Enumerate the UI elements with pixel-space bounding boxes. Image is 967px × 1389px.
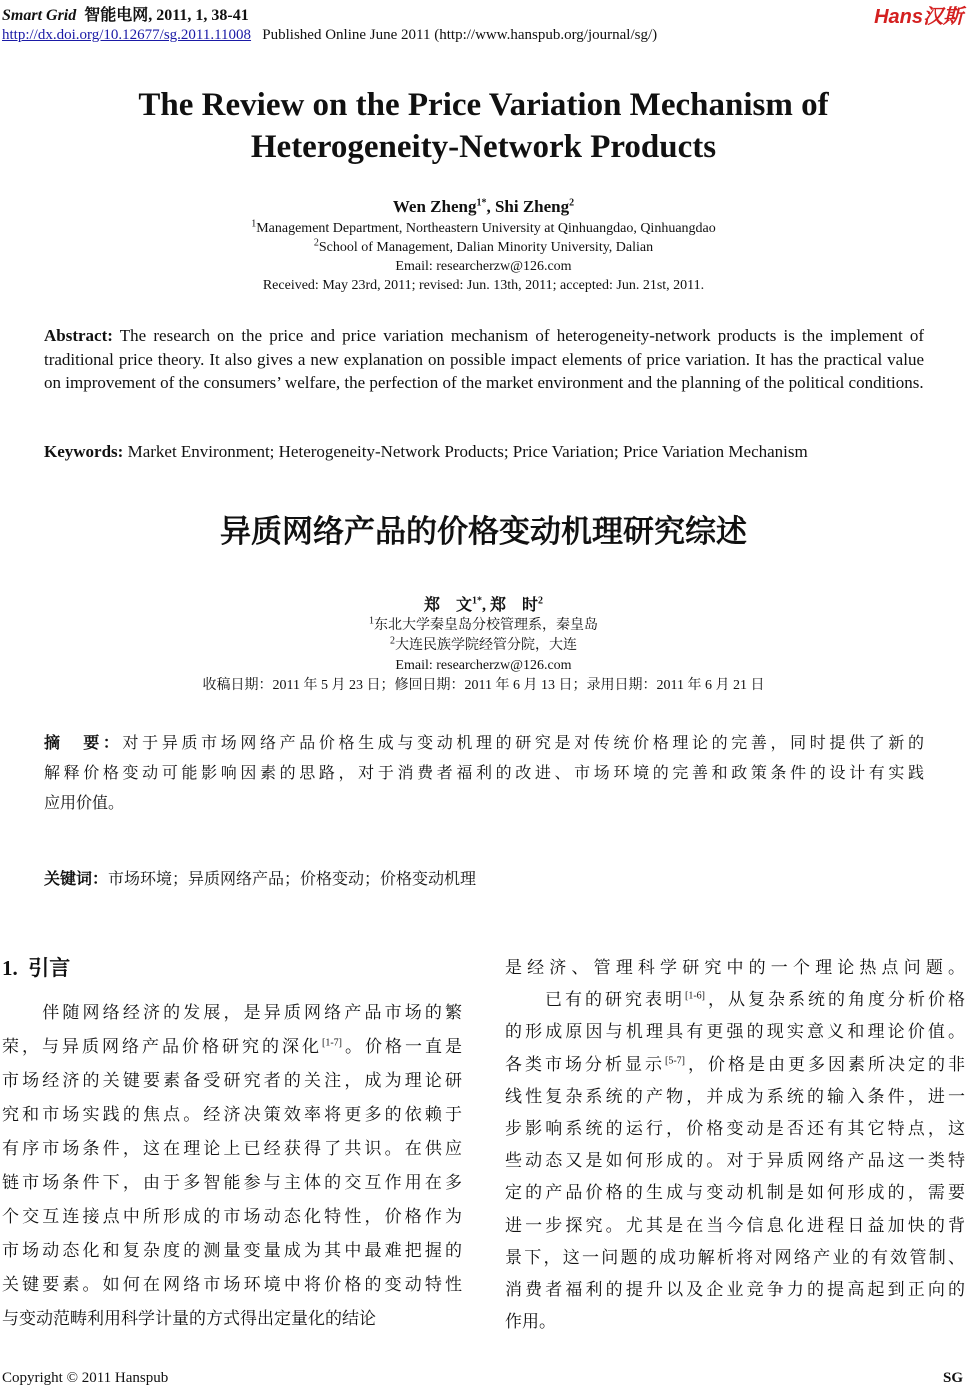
text-line [2,1200,462,1234]
text-segment: 链市场条件下，由于多智能参与主体的交互作用在多 [2,1173,462,1192]
abstract-label: Abstract: [44,326,113,345]
journal-issue: 智能电网, 2011, 1, 38-41 [84,7,249,24]
affil-sup: 2 [390,635,395,647]
published-online: Published Online June 2011 (http://www.hanspub.org/journal/sg/) [262,27,658,43]
text-segment: 关键要素。如何在网络市场环境中将价格的变动特性 [2,1275,462,1294]
text-line [505,1049,965,1081]
affiliation [0,616,967,636]
citation: [1-7] [322,1037,342,1049]
body-column-right [505,952,965,1338]
text-segment: 个交互连接点中所形成的市场动态化特性，价格作为 [2,1207,462,1226]
author-sup: 1* [472,595,482,607]
abstract-label: 摘 要： [44,735,123,752]
author: 郑 文 [423,597,472,614]
author: 郑 时 [490,597,539,614]
text-segment: 与变动范畴利用科学计量的方式得出定量化的结论 [2,1309,376,1328]
keywords-label: 关键词： [44,871,109,888]
text-segment: 是经济、管理科学研究中的一个理论热点问题。 [505,958,965,977]
abstract-line [44,729,924,759]
affil-text: 东北大学秦皇岛分校管理系，秦皇岛 [374,618,598,633]
affiliation [0,636,967,656]
text-line [2,1064,462,1098]
text-segment: 景下，这一问题的成功解析将对网络产业的有效管制、 [505,1247,965,1267]
separator: , [486,197,495,216]
copyright: Copyright © 2011 Hanspub [2,1370,169,1386]
author: Shi Zheng [494,197,570,216]
abstract-text: 对于异质市场网络产品价格生成与变动机理的研究是对传统价格理论的完善，同时提供了新的 [122,735,924,752]
citation: [1-6] [685,990,705,1002]
section-title: 引言 [28,956,71,980]
citation: [5-7] [665,1054,685,1066]
affil-text: Management Department, Northeastern University at Qinhuangdao, Qinhuangdao [256,221,716,236]
publication-info [2,27,657,44]
keywords-text: Market Environment; Heterogeneity-Network Products; Price Variation; Price Variation Mechanism [123,442,808,461]
section-number: 1. [2,956,18,980]
text-line [505,1274,965,1306]
author-sup: 2 [538,595,544,607]
authors-cn [0,592,967,615]
keywords-cn [44,865,924,895]
text-segment: 。价格一直是 [342,1037,462,1056]
text-line [2,1132,462,1166]
text-segment: 些动态又是如何形成的。对于异质网络产品这一类特 [505,1151,965,1171]
journal-name: Smart Grid [2,7,77,24]
text-segment: ，价格是由更多因素所决定的非 [685,1054,965,1074]
keywords-en [44,440,924,464]
paper-title-en [0,84,967,168]
author-sup: 1* [476,197,487,209]
affil-text: School of Management, Dalian Minority University, Dalian [318,240,654,255]
keywords-text: 市场环境；异质网络产品；价格变动；价格变动机理 [108,871,477,888]
section-heading [2,952,70,982]
text-line [505,1177,965,1209]
affil-text: 大连民族学院经管分院，大连 [395,638,577,653]
text-segment: ，从复杂系统的角度分析价格 [705,990,965,1010]
title-line: The Review on the Price Variation Mechanism of [138,87,829,123]
email-cn: Email: researcherzw@126.com [395,658,572,673]
title-line: Heterogeneity-Network Products [250,129,717,165]
text-line [2,1030,462,1064]
author-sup: 2 [569,197,575,209]
affil-sup: 1 [251,218,257,230]
email-en: Email: researcherzw@126.com [395,259,572,274]
doi-link[interactable]: http://dx.doi.org/10.12677/sg.2011.11008 [2,27,252,43]
text-segment: 的形成原因与机理具有更强的现实意义和理论价值。 [505,1022,965,1042]
text-line [505,1081,965,1113]
text-line [505,1242,965,1274]
text-line [505,984,965,1016]
abstract-line: 解释价格变动可能影响因素的思路，对于消费者福利的改进、市场环境的完善和政策条件的设计有实践 [44,765,924,782]
text-segment: 荣，与异质网络产品价格研究的深化 [2,1037,322,1056]
text-line [505,952,965,984]
authors-en [0,197,967,217]
abstract-line: 应用价值。 [44,795,125,812]
text-line [2,1302,462,1336]
text-line [2,1234,462,1268]
text-segment: 市场经济的关键要素备受研究者的关注，成为理论研 [2,1071,462,1090]
text-line [2,1166,462,1200]
dates-cn: 收稿日期：2011 年 5 月 23 日；修回日期：2011 年 6 月 13 日；录用日期：2011 年 6 月 21 日 [202,678,765,693]
text-line [505,1016,965,1048]
journal-header [2,2,249,25]
paper-title-cn: 异质网络产品的价格变动机理研究综述 [220,514,747,550]
affil-sup: 2 [313,237,319,249]
text-line [505,1113,965,1145]
text-line [505,1210,965,1242]
keywords-label: Keywords: [44,442,124,461]
abstract-en [44,324,924,395]
affiliations-en [0,219,967,295]
text-segment: 市场动态化和复杂度的测量变量成为其中最难把握的 [2,1241,462,1260]
text-segment: 进一步探究。尤其是在当今信息化进程日益加快的背 [505,1215,965,1235]
journal-code: SG [942,1370,963,1386]
affiliation [0,238,967,257]
text-segment: 究和市场实践的焦点。经济决策效率将更多的依赖于 [2,1105,462,1124]
text-segment: 伴随网络经济的发展，是异质网络产品市场的繁 [2,1003,462,1022]
text-segment: 线性复杂系统的产物，并成为系统的输入条件，进一 [505,1086,965,1106]
received-dates-en: Received: May 23rd, 2011; revised: Jun. 13th, 2011; accepted: Jun. 21st, 2011. [262,278,705,293]
separator: , [482,597,490,614]
text-segment: 有序市场条件，这在理论上已经获得了共识。在供应 [2,1139,462,1158]
abstract-cn [44,729,924,819]
text-segment: 定的产品价格的生成与变动机制是如何形成的，需要 [505,1183,965,1203]
text-line [2,1268,462,1302]
text-segment: 作用。 [505,1312,556,1332]
text-line [2,1098,462,1132]
body-column-left [2,996,462,1336]
affil-sup: 1 [369,615,374,627]
text-segment: 已有的研究表明 [505,990,685,1010]
affiliation [0,219,967,238]
text-segment: 步影响系统的运行，价格变动是否还有其它特点，这 [505,1119,965,1139]
text-line [505,1306,965,1338]
text-line [2,996,462,1030]
text-segment: 消费者福利的提升以及企业竞争力的提高起到正向的 [505,1280,965,1300]
hans-logo: Hans汉斯 [874,6,963,28]
abstract-text: The research on the price and price variation mechanism of heterogeneity-network products is the implement of traditional price theory. It also gives a new explanation on possible impact elements of price variation. It has the practical value on improvement of the consumers’ welfare, the perfection of the market environment and the planning of the political conditions. [44,326,924,392]
text-line [505,1145,965,1177]
text-segment: 各类市场分析显示 [505,1054,665,1074]
author: Wen Zheng [392,197,477,216]
affiliations-cn [0,616,967,696]
